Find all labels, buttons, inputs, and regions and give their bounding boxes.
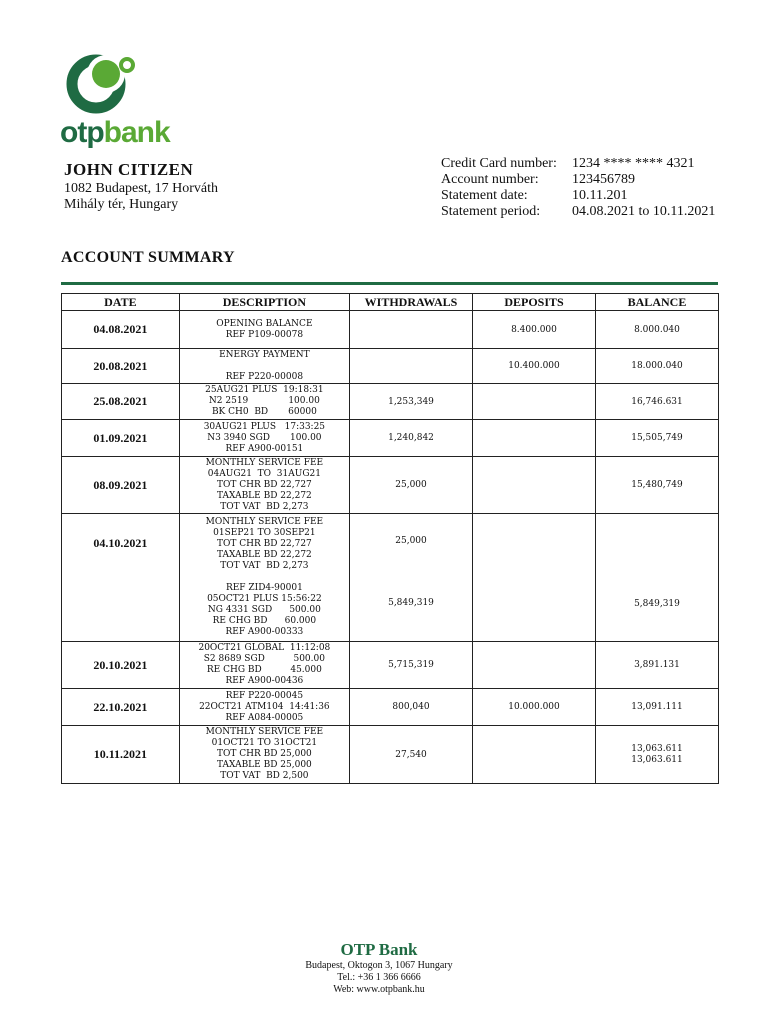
cell-date: 25.08.2021 [62, 384, 180, 420]
header-balance: BALANCE [595, 294, 718, 311]
cell-description: 20OCT21 GLOBAL 11:12:08 S2 8689 SGD 500.00 RE CHG BD 45.000 REF A900-00436 [179, 642, 349, 689]
card-number-row [441, 156, 715, 172]
header-description: DESCRIPTION [179, 294, 349, 311]
cell-deposit [473, 384, 596, 420]
cell-balance [595, 514, 718, 642]
withdrawal-line2: 5,849,319 [388, 598, 434, 608]
footer-address: Budapest, Oktogon 3, 1067 Hungary [305, 960, 453, 971]
logo-wordmark [60, 118, 170, 148]
table-row [62, 349, 719, 384]
cell-description: 30AUG21 PLUS 17:33:25 N3 3940 SGD 100.00 REF A900-00151 [179, 420, 349, 457]
customer-name: JOHN CITIZEN [64, 160, 194, 179]
logo-bank-text: bank [103, 116, 170, 149]
header-date: DATE [62, 294, 180, 311]
balance-line2: 5,849,319 [634, 599, 680, 609]
footer-bank-name: OTP Bank [340, 940, 418, 959]
cell-withdrawal: 5,715,319 [350, 642, 473, 689]
cell-deposit [473, 726, 596, 784]
statement-date-label: Statement date: [441, 188, 528, 203]
cell-date: 20.08.2021 [62, 349, 180, 384]
cell-deposit [473, 420, 596, 457]
cell-balance: 8.000.040 [595, 311, 718, 349]
withdrawal-line1: 25,000 [395, 536, 427, 546]
cell-description: MONTHLY SERVICE FEE 04AUG21 TO 31AUG21 TOT CHR BD 22,727 TAXABLE BD 22,272 TOT VAT BD 2,273 [179, 457, 349, 514]
customer-block [64, 162, 218, 213]
header-withdrawals: WITHDRAWALS [350, 294, 473, 311]
statement-date-row [441, 188, 715, 204]
cell-date: 10.11.2021 [62, 726, 180, 784]
statement-period-row [441, 204, 715, 220]
cell-balance: 15,480,749 [595, 457, 718, 514]
statement-period-value: 04.08.2021 to 10.11.2021 [572, 204, 716, 219]
table-row [62, 642, 719, 689]
footer-phone: Tel.: +36 1 366 6666 [337, 972, 421, 983]
cell-withdrawal [350, 349, 473, 384]
cell-withdrawal [350, 514, 473, 642]
cell-description: REF P220-00045 22OCT21 ATM104 14:41:36 REF A084-00005 [179, 689, 349, 726]
transactions-table [61, 293, 719, 784]
logo-otp-text: otp [60, 116, 104, 149]
cell-date: 04.08.2021 [62, 311, 180, 349]
cell-withdrawal: 800,040 [350, 689, 473, 726]
cell-date [62, 514, 180, 642]
cell-description: OPENING BALANCE REF P109-00078 [179, 311, 349, 349]
account-info [441, 156, 715, 220]
cell-deposit: 8.400.000 [473, 311, 596, 349]
table-row [62, 689, 719, 726]
cell-deposit [473, 514, 596, 642]
cell-balance: 3,891.131 [595, 642, 718, 689]
cell-date: 08.09.2021 [62, 457, 180, 514]
table-row [62, 420, 719, 457]
cell-description: 25AUG21 PLUS 19:18:31 N2 2519 100.00 BK CH0 BD 60000 [179, 384, 349, 420]
customer-address-line2: Mihály tér, Hungary [64, 197, 179, 212]
cell-withdrawal: 25,000 [350, 457, 473, 514]
table-row [62, 311, 719, 349]
card-number-label: Credit Card number: [441, 156, 557, 171]
table-row [62, 457, 719, 514]
header-deposits: DEPOSITS [473, 294, 596, 311]
table-row [62, 384, 719, 420]
footer [0, 940, 758, 996]
account-number-row [441, 172, 715, 188]
cell-deposit [473, 457, 596, 514]
customer-address-line1: 1082 Budapest, 17 Horváth [64, 181, 218, 196]
cell-date: 20.10.2021 [62, 642, 180, 689]
footer-web: Web: www.otpbank.hu [333, 984, 425, 995]
cell-date: 01.09.2021 [62, 420, 180, 457]
cell-withdrawal [350, 311, 473, 349]
cell-balance: 13,091.111 [595, 689, 718, 726]
table-header-row [62, 294, 719, 311]
cell-deposit: 10.400.000 [473, 349, 596, 384]
cell-balance: 18.000.040 [595, 349, 718, 384]
cell-balance: 13,063.611 13,063.611 [595, 726, 718, 784]
cell-withdrawal: 1,240,842 [350, 420, 473, 457]
table-row [62, 514, 719, 642]
cell-date-text: 04.10.2021 [93, 536, 148, 550]
cell-balance: 16,746.631 [595, 384, 718, 420]
divider [61, 282, 718, 285]
cell-withdrawal: 1,253,349 [350, 384, 473, 420]
account-summary-title: ACCOUNT SUMMARY [61, 249, 235, 266]
table-row [62, 726, 719, 784]
card-number-value: 1234 **** **** 4321 [572, 156, 695, 171]
cell-description: ENERGY PAYMENT REF P220-00008 [179, 349, 349, 384]
cell-deposit: 10.000.000 [473, 689, 596, 726]
statement-date-value: 10.11.201 [572, 188, 628, 203]
account-number-value: 123456789 [572, 172, 635, 187]
cell-deposit [473, 642, 596, 689]
cell-description: MONTHLY SERVICE FEE 01SEP21 TO 30SEP21 TOT CHR BD 22,727 TAXABLE BD 22,272 TOT VAT BD 2,273 REF ZID4-90001 05OCT21 PLUS 15:56:22 NG 4331 SGD 500.00 RE CHG BD 60.000 REF A900-00333 [179, 514, 349, 642]
account-number-label: Account number: [441, 172, 539, 187]
statement-period-label: Statement period: [441, 204, 541, 219]
cell-date: 22.10.2021 [62, 689, 180, 726]
cell-description: MONTHLY SERVICE FEE 01OCT21 TO 31OCT21 TOT CHR BD 25,000 TAXABLE BD 25,000 TOT VAT BD 2,500 [179, 726, 349, 784]
cell-withdrawal: 27,540 [350, 726, 473, 784]
cell-balance: 15,505,749 [595, 420, 718, 457]
